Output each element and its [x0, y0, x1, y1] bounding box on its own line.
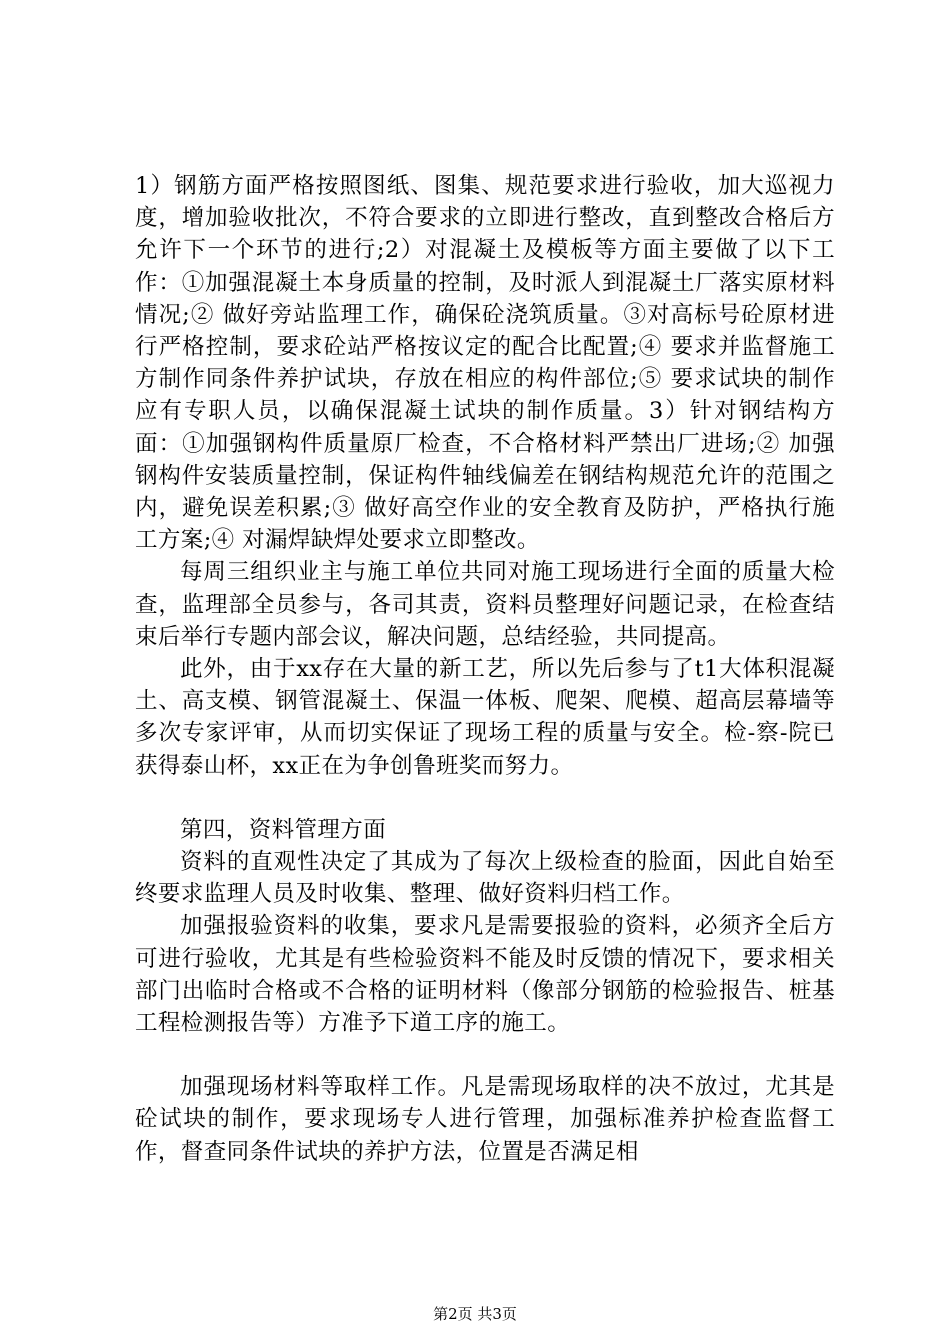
paragraph-sampling-work: 加强现场材料等取样工作。凡是需现场取样的决不放过，尤其是砼试块的制作，要求现场专人进行管理，加强标准养护检查监督工作，督查同条件试块的养护方法，位置是否满足相 [135, 1074, 835, 1165]
paragraph-rebar-concrete-steel: 1）钢筋方面严格按照图纸、图集、规范要求进行验收，加大巡视力度，增加验收批次，不符合要求的立即进行整改，直到整改合格后方允许下一个环节的进行;2）对混凝土及模板等方面主要做了以下工作：①加强混凝土本身质量的控制，及时派人到混凝土厂落实原材料情况;② 做好旁站监理工作，确保砼浇筑质量。③对高标号砼原材进行严格控制，要求砼站严格按议定的配合比配置;④ 要求并监督施工方制作同条件养护试块，存放在相应的构件部位;⑤ 要求试块的制作应有专职人员，以确保混凝土试块的制作质量。3）针对钢结构方面：①加强钢构件质量原厂检查，不合格材料严禁出厂进场;② 加强钢构件安装质量控制，保证构件轴线偏差在钢结构规范允许的范围之内，避免误差积累;③ 做好高空作业的安全教育及防护，严格执行施工方案;④ 对漏焊缺焊处要求立即整改。 [135, 173, 835, 554]
page-number-label: 第2页 共3页 [433, 1305, 517, 1323]
paragraph-weekly-inspection: 每周三组织业主与施工单位共同对施工现场进行全面的质量大检查，监理部全员参与，各司其责，资料员整理好问题记录，在检查结束后举行专题内部会议，解决问题，总结经验，共同提高。 [135, 559, 835, 650]
document-body [135, 170, 835, 1168]
section-heading-document-management: 第四，资料管理方面 [180, 816, 387, 843]
paragraph-expert-review: 此外，由于xx存在大量的新工艺，所以先后参与了t1大体积混凝土、高支模、钢管混凝土、保温一体板、爬架、爬模、超高层幕墙等多次专家评审，从而切实保证了现场工程的质量与安全。检-察-院已获得泰山杯，xx正在为争创鲁班奖而努力。 [135, 656, 835, 779]
paragraph-document-importance: 资料的直观性决定了其成为了每次上级检查的脸面，因此自始至终要求监理人员及时收集、整理、做好资料归档工作。 [135, 849, 835, 908]
paragraph-inspection-materials: 加强报验资料的收集，要求凡是需要报验的资料，必须齐全后方可进行验收，尤其是有些检验资料不能及时反馈的情况下，要求相关部门出临时合格或不合格的证明材料（像部分钢筋的检验报告、桩基工程检测报告等）方准予下道工序的施工。 [135, 913, 835, 1037]
page-footer [0, 1304, 950, 1324]
